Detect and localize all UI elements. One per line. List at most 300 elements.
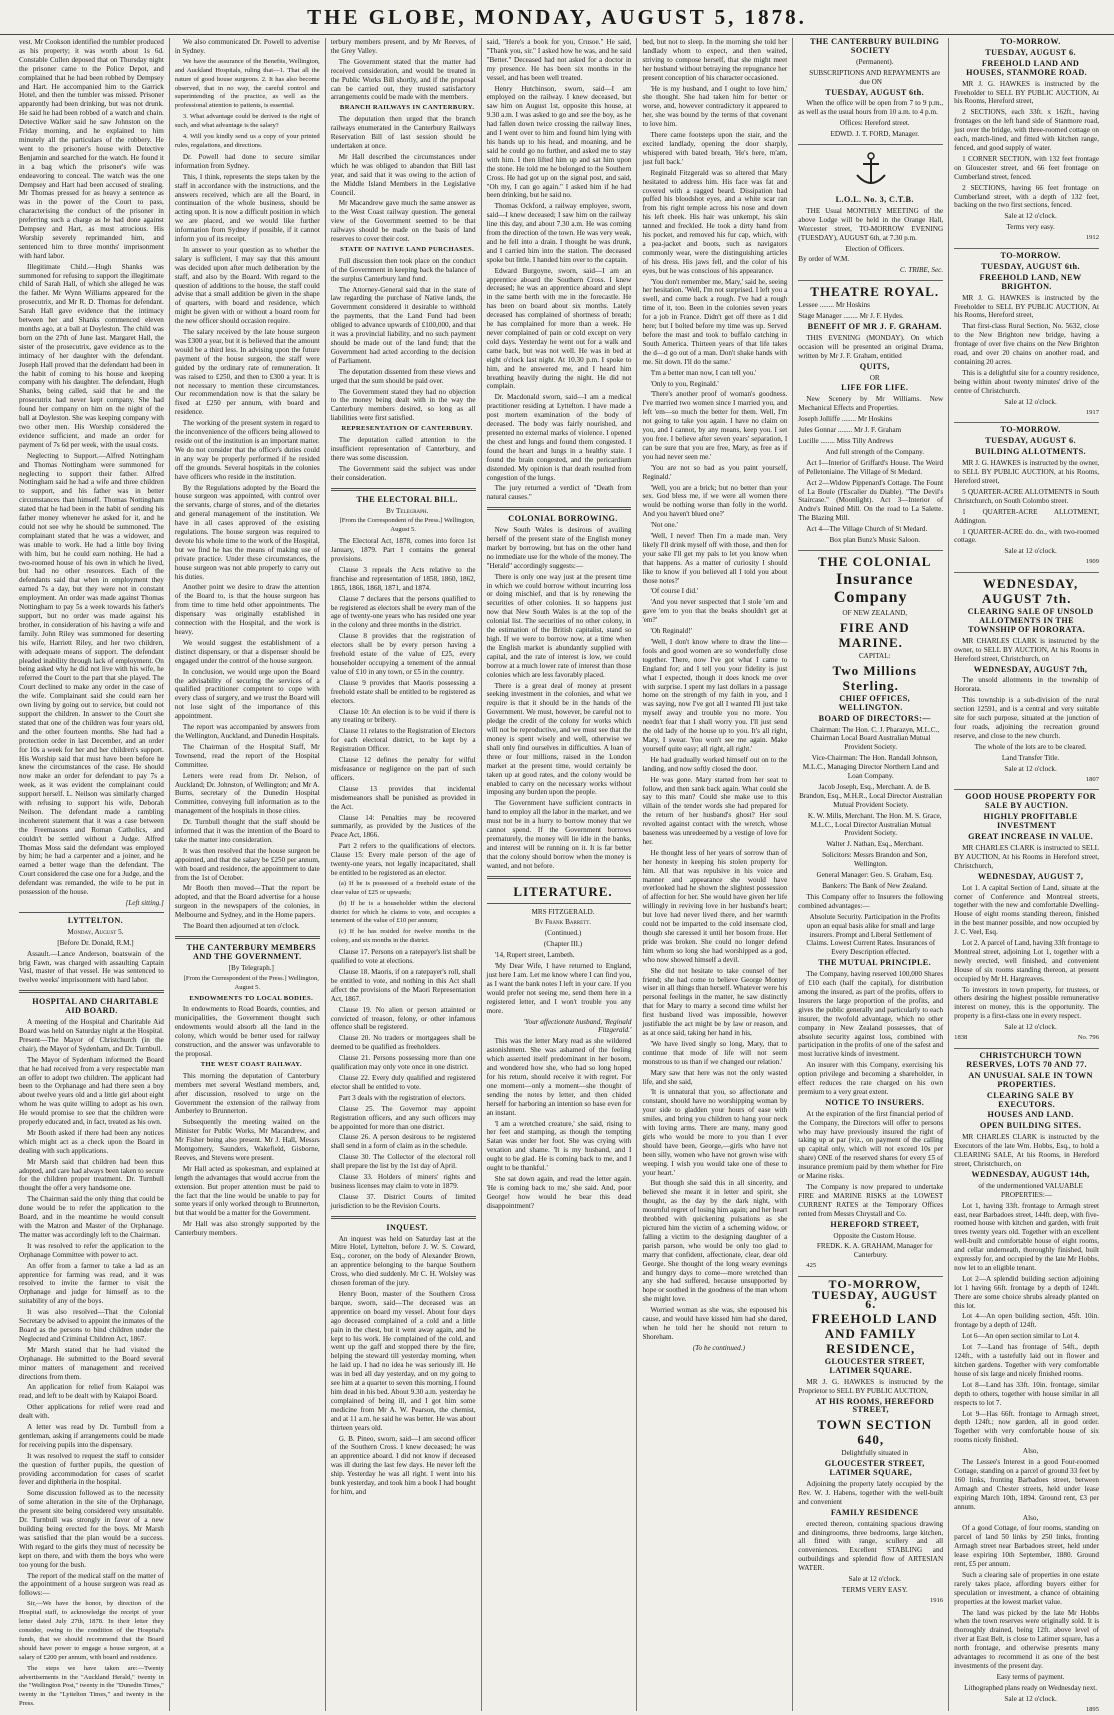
- article-paragraph: The deputation called attention to the insufficient representation of Canterbury, and there was some discussion.: [330, 436, 476, 462]
- story-author: By Frank Barrett.: [534, 918, 592, 927]
- ad-subtitle: OPEN BUILDING SITES.: [979, 1121, 1082, 1131]
- ad-subtitle: GREAT INCREASE IN VALUE.: [968, 832, 1094, 842]
- telegraph-note: By Telegraph.: [385, 506, 429, 515]
- story-paragraph: 'Well, I never! Then I'm a made man. Very likely I'll drink myself off with those, and then for your sake I'll get my pals to let you know when that happens. As a matter of curiosity I should like to know if you believed all I told you about those notes?': [642, 532, 788, 585]
- story-paragraph: 'Well, I don't know where to draw the line—fools and good women are so wonderfully close together. There, now I've got what I came to England for; and I tell you your fidelity is just what I expected, though it does knock me over with surprise. I spent my last dollars in a passage home on the strength of my faith in you, and I was saying, now I've got all I wanted I'll just take myself away and trouble you no more. You needn't fear that I shall worry you. I'll just send the old lady of the house up to you. It's all right, Mary, I swear. You won't see me again. Make yourself quite easy; all right, all right.': [642, 638, 788, 753]
- ad-address: HEREFORD STREET,: [830, 1219, 920, 1229]
- story-continued: (Continued.): [544, 929, 582, 938]
- article-paragraph: Clause 12 defines the penalty for wilful misfeasance or negligence on the part of such officers.: [330, 756, 476, 782]
- ad-number: 1895: [1085, 1705, 1100, 1713]
- ad-subtitle: BENEFIT OF MR J. F. GRAHAM.: [807, 322, 942, 332]
- article-paragraph: Clause 10: An election is to be void if there is any treating or bribery.: [330, 707, 476, 725]
- article-paragraph: Mr Hall was also strongly supported by the Canterbury members.: [174, 1220, 320, 1238]
- ad-body: The Company, having reserved 100,000 Shares of £10 each (half the capital), for distribution among the insured, as part of the profits, offers to Insurers the large proportion of the profits, and gives the public generally and particularly to each insurer, the twofold advantage, which no other company in New Zealand possesses, that of absolute security against loss, combined with participation in the profits of one of the safest and most lucrative kinds of investment.: [798, 970, 944, 1059]
- ad-body: Adjoining the property lately occupied by the Rev. W. J. Habens, together with the well-built and convenient: [798, 1480, 944, 1506]
- story-paragraph: 'Oh Reginald!': [650, 627, 692, 636]
- ad-line: Terms very easy.: [1006, 223, 1055, 232]
- ad-body: Lot 2. A parcel of Land, having 33ft frontage to Montreal street, adjoining Lot 1, together with a newly erected, well finished, and convenient House of six rooms standing thereon, at present occupied by Mr H. Hargreaves.: [954, 939, 1100, 983]
- ad-body: 1 QUARTER-ACRE ALLOTMENT, Addington.: [954, 507, 1100, 525]
- story-paragraph: He thought less of her years of sorrow than of her honesty in keeping his stolen property for him. All that was repulsive in his voice and manner and appearance she would have overlooked had he shown the slightest possession of affection for her. She would have given her life willingly in reviving love in her husband's heart; but love had never lived there, and her warmth could not be imparted to the cold insensate clod, though she caressed it until her bosom froze. Her pride was broken. She could no longer defend him whom so long she had worshipped as a god, who now showed himself a devil.: [642, 848, 788, 964]
- section-heading-hospital: HOSPITAL AND CHARITABLE AID BOARD.: [32, 997, 159, 1016]
- ad-row: Jules Gonnar ........ Mr J. F. Graham: [798, 426, 902, 435]
- article-paragraph: The deputation then urged that the branch railways enumerated in the Canterbury Railways Reservation Bill of last session should be undertaken at once.: [330, 115, 476, 150]
- article-paragraph: (a) If he is possessed of a freehold estate of the clear value of £25 or upwards;: [330, 879, 476, 896]
- article-paragraph: Clause 7 declares that the persons qualified to be registered as electors shall be every man of the age of twenty-one years who has resided one year in the colony and three months in the district.: [330, 594, 476, 630]
- story-signature: 'Your affectionate husband, 'Reginald Fitzgerald.': [523, 1017, 632, 1035]
- ad-play-subtitle: LIFE FOR LIFE.: [841, 383, 909, 393]
- article-paragraph: Dr. Turnbull thought that the staff should be informed that it was the intention of the Board to take the matter into consideration.: [174, 818, 320, 844]
- ad-line: Also,: [1022, 1513, 1039, 1522]
- article-paragraph: terbury members present, and by Mr Reeves, of the Grey Valley.: [330, 38, 476, 55]
- article-paragraph: This morning the deputation of Canterbury members met several Westland members, and, after discussion, resolved to urge on the Government the extension of the railway from Amberley to Brunnerton.: [174, 1071, 320, 1116]
- ad-title: TO-MORROW.: [1000, 425, 1061, 435]
- ad-body: 2 SECTIONS, each 33ft. x 162ft., having frontages on the left hand side of Stanmore road, just over the bridge, with three-roomed cottage on each, match-lined, and fitted with kitchen range, fenced, and good supply of water.: [954, 108, 1100, 152]
- story-paragraph: 'My Dear Wife, I have returned to England, just here I am. Let me know where I can find you, as I want the bank notes I left in your care. If you would prefer not seeing me, send them here in a registered letter, and I won't trouble you any more.: [486, 962, 632, 1015]
- article-paragraph: Henry Hutchinson, sworn, said—I am employed on the railway. I knew deceased, but saw him on August 1st, opposite this house, at 9.30 a.m. I was asked to go and see the boy, as he had fallen down twice crossing the railway lines, and I went over to him and found him lying with his hands up to his head, and moaning, and he said he could go no further, and asked me to stay with him. I then lifted him up and sat him upon the stone. He told me he belonged to the Southern Cross. He had got up on the signal post, and said, "Oh my, I can go again." I asked him if he had been drinking, but he said no.: [486, 84, 632, 200]
- ad-body: 2 SECTIONS, having 66 feet frontage on Cumberland street, with a depth of 132 feet, backing on the two first sections, fenced.: [954, 183, 1100, 210]
- divider: [19, 990, 164, 993]
- ad-body: THIS EVENING (MONDAY). On which occasion will be presented an original Drama, written by Mr J. F. Graham, entitled: [798, 333, 944, 360]
- article-paragraph: By the Regulations adopted by the Board the house surgeon was appointed, with control over the servants, charge of stores, and of the dietaries and general management of the institution. We have in all cases approved of the existing regulations. The house surgeon was required to devote his whole time to the work of the Hospital, but we find he has the means of making use of private practice. Under these circumstances, the house surgeon was not able properly to carry out his duties.: [174, 483, 320, 581]
- article-paragraph: Some discussion followed as to the necessity of some alteration in the site of the Orphanage, the present site being considered very unsuitable. Dr. Turnbull was strongly in favor of a new building being erected for the boys. Mr Marsh was satisfied that the plan would be a success. With regard to the girls they must of necessity be kept on there, and with them the boys who were too young for the bush.: [19, 1489, 164, 1569]
- ad-body: The unsold allotments in the township of Hororata.: [954, 676, 1100, 694]
- ad-colonial-insurance: [798, 554, 943, 1277]
- story-paragraph: 'It is unnatural that you, so affectionate and constant, should have no worshipping woman by your side to gladden your hours of ease with smiles, and bring you children to hang your neck with loving arms. There are many, many good girls who would be more to you than I ever should have been, George,—girls who have not been silly, women who have not grown wise with weeping. I wish you would take one of these to your heart.': [642, 1088, 788, 1177]
- article-paragraph: G. B. Pineo, sworn, said—I am second officer of the Southern Cross. I knew deceased; he was an apprentice aboard. I did not know if deceased was ill during the last few days. He never left the ship. Yesterday he was all right. I went into his bunk yesterday, and took him a book I had bought for him, and: [330, 1434, 476, 1496]
- ad-hororata: [954, 576, 1099, 790]
- divider: [331, 488, 476, 491]
- newspaper-title: THE GLOBE, MONDAY, AUGUST 5, 1878.: [307, 5, 807, 29]
- story-paragraph: Worried woman as she was, she espoused his cause, and would have kissed him had she dared, when he told her he should not return to Shoreham.: [642, 1306, 788, 1341]
- ad-body: 5 QUARTER-ACRE ALLOTMENTS in South Christchurch, on South Colombo street.: [954, 487, 1100, 505]
- article-paragraph: Part 2 refers to the qualifications of electors. Clause 15: Every male person of the age of twenty-one years, not legally incapacitated, shall be entitled to be registered as an elector.: [330, 842, 476, 877]
- masthead: [0, 0, 1114, 35]
- ad-body: This is a delightful site for a country residence, being within about twenty minutes' drive of the centre of Christchurch.: [954, 368, 1100, 395]
- ad-line: TERMS VERY EASY.: [841, 1586, 908, 1594]
- ad-gloucester-residence: [798, 1277, 944, 1606]
- ad-title: L.O.L. No. 3, C.T.B.: [835, 194, 914, 204]
- ad-row: Joseph Jolliffe ........ Mr Hoskins: [798, 415, 893, 424]
- article-paragraph: New South Wales is desirous of availing herself of the present state of the English money market by borrowing, but has on the other hand no immediate use for the whole of the money. The "Herald" accordingly suggests:—: [486, 526, 632, 570]
- section-heading-members: THE CANTERBURY MEMBERS AND THE GOVERNMENT.: [186, 943, 317, 961]
- story-paragraph: 'We have lived singly so long, Mary, that to continue that mode of life will not seem monstrous to us than if we changed our relation.': [642, 1039, 788, 1066]
- ad-subtitle: THE MUTUAL PRINCIPLE.: [818, 958, 932, 968]
- article-paragraph: Illegitimate Child.—Hugh Shanks was summoned for refusing to support the illegitimate child of Sarah Hall, of which she alleged he was the father. Mr Wynn Williams appeared for the prosecutrix, and Mr R. D. Thomas for defendant. Sarah Hall gave evidence that the intimacy between her and Shanks commenced eleven months ago, at a ball at Doyleston. The child was born on the 27th of June last. Margaret Hall, the sister of the prosecutrix, gave evidence as to the intimacy of her daughter with the defendant. Joseph Hall proved that the defendant had been in the habit of coming to his house and keeping company with his daughter. The defendant, Hugh Shanks, being called, said that he and the prosecutrix had never kept company. She had found her company on him on the night of the ball at Doyleston. She was keeping company with two other men. His Worship considered the evidence sufficient, and made an order for payment of 7s 6d per week, with the usual costs.: [19, 262, 164, 449]
- article-paragraph: Henry Boon, master of the Southern Cross barque, sworn, said—The deceased was an apprentice on board my vessel. About four days ago deceased complained of a cold and a little pain in the chest, but it went away again, and he kept to his work. He complained of the cold, and went up the gaff and stopped there by the fire, helping the steward till yesterday morning, when he laid up. I had no idea he was seriously ill. He was in bed all day yesterday, and on my going to see him at a quarter to seven this morning, I found him dead in his bed. About 9.30 a.m. yesterday he complained of being ill, and I got him some medicine from Mr A. W. Pearson, the chemist, and at 11 a.m. he said he was better. He was about thirteen years old.: [330, 1290, 476, 1432]
- ad-row-label: Lessee: [798, 301, 818, 310]
- story-paragraph: She did not hesitate to take counsel of her friend; she had come to believe George Montey wiser in all things than herself. Whatever were his personal feelings in the matter, he saw distinctly that for Mary to marry a second time whilst her first husband lived was impossible, however justifiable the act might be by law or reason, and as at once said, taking her hand in his,: [642, 966, 788, 1037]
- column-5: [637, 38, 793, 1711]
- ad-title: THE COLONIAL: [817, 553, 932, 569]
- ad-number: 1916: [929, 1596, 944, 1604]
- ad-body: New Scenery by Mr Williams. New Mechanical Effects and Properties.: [798, 395, 944, 413]
- article-paragraph: Neglecting to Support.—Alfred Nottingham and Thomas Nottingham were summoned for neglecting to support their father. Alfred Nottingham said he had a wife and three children to support, and his father was in better circumstances than himself. Thomas Nottingham stated that he had been in the habit of sending his father money whenever he asked for it, and he could not see why he should be summoned. The complainant stated that he was a widower, and was unable to work. He had a little boy living with him, but he could earn nothing. He had a two-roomed house of his own in which he lived, but had no other resources. Each of the defendants said that when in employment they earned 7s a day, but they were not in constant employment. An order was made against Thomas Nottingham to pay 5s a week towards his father's support, but no order was made against his brother, in consideration of his having a wife and family. John Riley was summoned for deserting his wife, Harriett Riley, and her two children, with adequate means of support. The defendant pleaded inability through lack of employment. On being asked why he did not live with his wife, he referred the Court to the part that she played. The Court declined to make any order in the case of the wife. Complainant said she could earn her own living by going out to service, but could not support the children. In answer to the Court she stated that one of the children was four years old, and the other fourteen months. She had had a protection order in last December, and an order for 10s a week for her and her children's support. His Worship said that must have been before he knew the circumstances of the case. He should now make an order for defendant to pay 7s a week, as it was evident the complainant could support herself. L. Neilson was similarly charged with refusing to support his wife, Deborah Neilson. The defendant made a rambling incoherent statement that it was a case between the Freemasons and Roman Catholics, and couldn't be settled without a Judge. Alfred Thomas Moss said the defendant was employed by him; he had a carpenter and a joiner, and he earned a better wage than the defendant. The Court considered the case one for a Judge, and the defendant was remanded, the wife to be put in possession of the house.: [19, 451, 164, 897]
- article-paragraph: The Board then adjourned at ten o'clock.: [182, 922, 300, 931]
- article-paragraph: An inquest was held on Saturday last at the Mitre Hotel, Lyttelton, before J. W. S. Coward, Esq., coroner, on the body of Alexander Brown, an apprentice belonging to the barque Southern Cross, who died suddenly. Mr C. H. Wolsley was chosen foreman of the jury.: [330, 1234, 476, 1288]
- article-paragraph: vest. Mr Cookson identified the tumbler produced as his property; it was worth about 1s 6d. Constable Cullen deposed that on Thursday night the prisoner came to the Police Depot, and complained that he had been robbed by Dempsey and Hart. He accompanied him to the Garrick Hotel, and then the tumbler was missed. Prisoner apparently had been drinking, but was not drunk. He said he had been robbed of a watch and chain. Detective Walker said he saw Johnston on the Friday morning, and he explained to him minutely all the particulars of the robbery. He went to the prisoner's house with Detective Benjamin and searched for the watch. He found it in a bag which the prisoner's wife was endeavoring to conceal. The watch was the one Dempsey and Hart had been accused of stealing. Mr Thomas pressed for as heavy a sentence as was in the power of the Court to pass, characterising the conduct of the prisoner in preferring such a charge as he had done against Dempsey and Hart, as most atrocious. His Worship severely reprimanded him, and sentenced him to three months' imprisonment with hard labor.: [19, 38, 164, 260]
- ad-title: THE CANTERBURY BUILDING SOCIETY: [810, 37, 940, 55]
- article-paragraph: The jury returned a verdict of "Death from natural causes.": [486, 484, 632, 502]
- article-paragraph: Part 3 deals with the registration of electors.: [338, 1093, 466, 1102]
- ad-body: Act I—Interior of Griffard's House. The Weird of Pelletoniaine. The Village of St Medard.: [798, 458, 944, 476]
- article-paragraph: Thomas Ockford, a railway employee, sworn, said—I knew deceased; I saw him on the railway line this day, and about 7.30 a.m. He was coming from the direction of the town. He was very weak, and he fell into a drain. I thought he was drunk, and I carried him into the station. The deceased spoke but little. I handed him over to the captain.: [486, 202, 632, 264]
- ad-body: Jacob Joseph, Esq., Merchant. A. de B. Brandon, Esq., M.H.R., Local Director Australian Mutual Provident Society.: [799, 782, 943, 809]
- article-paragraph: It was then resolved that the house surgeon be appointed, and that the salary be £250 per annum, with board and residence, the appointment to date from the 1st of October.: [174, 846, 320, 882]
- ad-title: WEDNESDAY, AUGUST 7th.: [981, 576, 1079, 607]
- ad-subtitle: HIGHLY PROFITABLE INVESTMENT: [983, 812, 1078, 831]
- story-title: MRS FITZGERALD.: [531, 907, 595, 916]
- ad-subtitle: OF NEW ZEALAND,: [842, 608, 908, 617]
- ad-row-value: Miss Tilly Andrews: [836, 437, 894, 445]
- ad-body: Vice-Chairman: The Hon. Randall Johnson, M.L.C., Managing Director Northern Land and Loan Company.: [802, 754, 939, 781]
- story-paragraph: bed, but not to sleep. In the morning she told her landlady whom to expect, and then waited, striving to compose herself, that she might meet her husband without betraying the repugnance her present conception of his character occasioned.: [642, 38, 788, 82]
- ad-play-title: QUITS,: [859, 361, 890, 371]
- ad-body: MR J. G. HAWKES is instructed by the Freeholder to SELL BY PUBLIC AUCTION, At his Rooms, Hereford street,: [954, 293, 1100, 320]
- column-6: [793, 38, 949, 1711]
- ad-body: The Company is now prepared to undertake FIRE and MARINE RISKS at the LOWEST CURRENT RATES at the Temporary Offices rented from Messrs Chrystall and Co.: [798, 1183, 944, 1218]
- divider: [175, 936, 320, 939]
- article-paragraph: Clause 21. Persons possessing more than one qualification may only vote once in one district.: [330, 1054, 476, 1072]
- ad-subtitle: FIRE AND MARINE.: [838, 619, 910, 650]
- article-paragraph: 4. Will you kindly send us a copy of your printed rules, regulations, and directions.: [174, 133, 320, 149]
- ad-number: No. 796: [1077, 1034, 1100, 1042]
- article-paragraph: The Electoral Act, 1878, comes into force 1st January, 1879. Part I contains the general provisions.: [330, 537, 476, 564]
- to-be-continued: (To be continued.): [692, 1343, 745, 1352]
- section-heading-inquest: INQUEST.: [386, 1222, 428, 1232]
- article-paragraph: The Government said the subject was under their consideration.: [330, 464, 476, 482]
- story-paragraph: This was the letter Mary read as she wildered astonishment. She was ashamed of the feeling which asserted itself predominant in her bosom, and wondered how she, who had so long hoped for his return, should receive it with regret. For one moment—only a moment—she thought of sending the notes by letter, and then chided herself for harboring an intention so base even for an instant.: [486, 1037, 632, 1117]
- ad-line: SUBSCRIPTIONS AND REPAYMENTS are due ON: [809, 68, 941, 86]
- article-paragraph: The Attorney-General said that in the state of law regarding the purchase of Native lands, the Government considered it desirable to withhold the payments, that the Land Fund had been obliged to advance upwards of £100,000, and that it was a provincial liability, and no such payment should be made out of the land fund; that the Government had acted according to the decision of Parliament.: [330, 285, 476, 365]
- article-paragraph: Mr Booth then moved—That the report be adopted, and that the Board advertise for a house surgeon in the newspapers of the colonies, in Melbourne and Sydney, and in the Home papers.: [174, 884, 320, 920]
- ad-body: When the office will be open from 7 to 9 p.m., as well as the usual hours from 10 a.m. to 4 p.m.: [798, 99, 944, 117]
- ad-subtitle: AN UNUSUAL SALE IN TOWN PROPERTIES.: [968, 1070, 1093, 1089]
- ad-line: Easy terms of payment.: [996, 1672, 1065, 1681]
- ad-subtitle: (Permanent).: [856, 57, 894, 66]
- ad-line: Land Transfer Title.: [1001, 753, 1060, 762]
- story-paragraph: 'You don't remember me, Mary,' said he, seeing her hesitation. 'Well, I'm not surprised. I left you a swell, and come back a rough. I've had a rough time of it, too. Been in the colonies seven years for a job in France. Didn't get off there as I did here; but I bolted before my time was up. Served before the mast and took to buffalo catching in South America. Thirteen years of that life takes the d—d go out of a man. Don't shake hands with me. Sit down. I'll do the same.': [642, 277, 788, 366]
- ad-line: OR: [869, 373, 880, 382]
- ad-body: MR CHARLES CLARK is instructed by the owner, to SELL BY AUCTION, At his Rooms in Hereford street, Christchurch, on: [954, 636, 1100, 663]
- ad-numbers: [954, 1034, 1099, 1043]
- ad-date: TUESDAY, AUGUST 6th.: [825, 87, 925, 97]
- sub-heading-west-coast: THE WEST COAST RAILWAY.: [200, 1060, 302, 1068]
- divider: [487, 903, 632, 904]
- column-7: [949, 38, 1104, 1711]
- ad-line: Also,: [1022, 1447, 1039, 1456]
- ad-body: Lot 2—A splendid building section adjoining lot 1 having 66ft. frontage by a depth of 124ft. There are some choice shrubs already planted on this lot.: [954, 1274, 1100, 1310]
- story-paragraph: 'Only to you, Reginald.': [650, 379, 719, 388]
- ad-line: Sale at 12 o'clock.: [1004, 547, 1057, 556]
- ad-line: CHIEF OFFICES, WELLINGTON.: [838, 693, 911, 712]
- ad-stanmore-road: [954, 38, 1099, 249]
- article-paragraph: Clause 26. A person desirous to be registered shall send in a form of claim as in the schedule.: [330, 1133, 476, 1151]
- ad-hobbs-estate: [954, 1052, 1099, 1715]
- bench-note: [Before Dr. Donald, R.M.]: [57, 938, 134, 947]
- article-paragraph: A letter was read by Dr. Turnbull from a gentleman, asking if arrangements could be made for receiving pupils into the dispensary.: [19, 1423, 164, 1449]
- article-paragraph: Mr Hall described the circumstances under which he was obliged to abandon that Bill last year, and said that it was owing to the action of the Middle Island Members in the Legislative Council.: [330, 152, 476, 197]
- story-paragraph: 'Of course I did.': [650, 587, 699, 596]
- story-paragraph: 'And you never suspected that I stole 'em and gave 'em to you that the beaks shouldn't get at 'em?': [642, 598, 788, 625]
- sub-heading-native-land: STATE OF NATIVE LAND PURCHASES.: [340, 245, 475, 253]
- ad-subtitle: CLEARING SALE OF UNSOLD ALLOTMENTS IN THE TOWNSHIP OF HORORATA.: [967, 607, 1094, 634]
- ad-line: Sale at 12 o'clock.: [1004, 212, 1057, 221]
- ad-row-value: Mr J. F. Hydes.: [859, 312, 904, 321]
- ad-subtitle: BUILDING ALLOTMENTS.: [975, 447, 1086, 457]
- ad-body: K. W. Mills, Merchant. The Hon. M. S. Grace, M.L.C., Local Director Australian Mutual Provident Society.: [807, 811, 942, 838]
- ad-row-value: Mr Hoskins: [835, 301, 870, 310]
- ad-subtitle: NOTICE TO INSURERS.: [825, 1097, 925, 1107]
- divider: [331, 1216, 476, 1219]
- ad-capital: Two Millions Sterling.: [832, 662, 917, 693]
- section-heading-lyttelton: LYTTELTON.: [67, 915, 124, 925]
- column-2: [170, 38, 326, 1711]
- ad-body: MR J. G. HAWKES is instructed by the owner, to SELL BY PUBLIC AUCTION, at his Rooms, Hereford street,: [954, 459, 1100, 485]
- article-paragraph: The deputation dissented from these views and urged that the sum should be paid over.: [330, 367, 476, 385]
- article-paragraph: Mr Marsh said that children had been thus adopted, and care had always been taken to secure for the children proper treatment. Dr. Turnbull thought the offer a very handsome one.: [19, 1157, 164, 1193]
- article-paragraph: Clause 19. No alien or person attainted or convicted of treason, felony, or other infamous offence shall be registered.: [330, 1005, 476, 1032]
- article-paragraph: The salary received by the late house surgeon was £300 a year, but it is believed that the amount would be a third less. In advising upon the future payment of the house surgeon, the staff were guided by the ordinary rate of remuneration. It was raised to £250, and then to £300 a year. It is not necessary to mention these circumstances. Our recommendation now is that the salary be fixed at £250 per annum, with board and residence.: [174, 328, 320, 417]
- article-paragraph: The Government stated that the matter had received consideration, and would be treated in the Public Works Bill shortly, and if the proposal can be carried out, they trusted satisfactory arrangements could be made with the members.: [330, 57, 476, 102]
- ad-line: CAPITAL:: [858, 651, 891, 660]
- ad-orange-lodge: [798, 149, 943, 281]
- story-paragraph: But though she said this in all sincerity, and believed she meant it in letter and spirit, she thought, as the day by the dark night, with mournful regret of losing him again; and her heart throbbed with quickening pulsations as she pictured him the victim of a scheming widow, or falling a victim to the designing daughter of a parish parson, who would be only too glad to marry that confident, affectionate, clear, dear old George. She thought of the long weary evenings and hungry days to come—more wretched than any she had suffered, because unsupported by hope or soothed in the goodness of the man whom she might love.: [642, 1179, 788, 1304]
- ad-line: Delightfully situated in: [841, 1449, 909, 1458]
- ad-subtitle: GLOUCESTER STREET, LATIMER SQUARE.: [824, 1356, 925, 1375]
- article-paragraph: Mr Marsh stated that he had visited the Orphanage. He submitted to the Board several minor matters of management and received directions from them.: [19, 1345, 164, 1381]
- ad-body: Act 2—Widow Pippenard's Cottage. The Fount of La Boule (l'Escalier du Diable). "The Devil's Staircase." (Moonlight). Act 3—Interior of Andre's Ruined Mill. On the road to La Salette. The Blazing Mill.: [798, 478, 944, 523]
- section-heading-electoral: THE ELECTORAL BILL.: [356, 494, 458, 504]
- ad-row: Stage Manager ........ Mr J. F. Hydes.: [798, 312, 904, 321]
- ad-row: Lessee ........ Mr Hoskins: [798, 301, 870, 310]
- ad-date: WEDNESDAY, AUGUST 14th,: [971, 1169, 1090, 1179]
- ad-body: Lot 1, having 33ft. frontage to Armagh street east, near Barbadoes street, 144ft. deep, with five-roomed house with kitchen and garden, with fruit trees twenty years old. Together with an excellent well-built and comfortable house of eight rooms, and cellar underneath, thoroughly finished, built expressly for, and occupied by the late Mr Hobbs, now let to an eligible tenant.: [954, 1201, 1100, 1272]
- ad-title: TO-MORROW.: [1000, 37, 1061, 46]
- ad-title: TO-MORROW,: [828, 1277, 921, 1292]
- sub-heading-branch-railways: BRANCH RAILWAYS IN CANTERBURY.: [339, 104, 475, 112]
- ad-number: 1909: [1085, 558, 1100, 566]
- dateline: Monday, August 5.: [67, 927, 124, 936]
- ad-title: CHRISTCHURCH TOWN RESERVES, LOTS 70 AND 77.: [966, 1051, 1087, 1069]
- article-paragraph: Clause 25. The Governor may appoint Registration officers, and any such officers may be appointed for more than one district.: [330, 1104, 476, 1131]
- ad-row-label: Stage Manager: [798, 312, 842, 321]
- ad-line: AT HIS ROOMS, HEREFORD STREET,: [815, 1396, 935, 1415]
- ad-body: To investors in town property, for trustees, or others desiring the highest possible remunerative interest on money, this is the opportunity. The property is a first-class one in every respect.: [954, 985, 1100, 1021]
- ad-body: 1 QUARTER-ACRE do. do., with two-roomed cottage.: [954, 527, 1100, 545]
- ad-line: Box plan Bunz's Music Saloon.: [829, 536, 920, 545]
- article-paragraph: Clause 18. Maoris, if on a ratepayer's roll, shall be entitled to vote, and nothing in this Act shall affect the provisions of the Maori Representation Act, 1867.: [330, 968, 476, 1003]
- ad-subtitle: FREEHOLD LAND AND HOUSES, STANMORE ROAD.: [966, 58, 1088, 77]
- ad-house-property: [954, 793, 1099, 1049]
- article-paragraph: Clause 33. Holders of miners' rights and business licenses may claim to vote in 1879.: [330, 1173, 476, 1190]
- article-paragraph: Clause 37. District Courts of limited jurisdiction to be the Revision Courts.: [330, 1192, 476, 1210]
- ad-title: TUESDAY, AUGUST 6th.: [981, 261, 1080, 271]
- ad-date: WEDNESDAY, AUGUST 7th,: [973, 664, 1088, 674]
- ad-body: Of a good Cottage, of four rooms, standing on parcel of land 50 links by 250 links, fronting Armagh street near Barbadoes street, held under lease expiring 10th September, 1880. Ground rent, £5 per annum.: [954, 1524, 1100, 1569]
- anchor-emblem-icon: [798, 149, 943, 192]
- article-paragraph: Clause 8 provides that the registration of electors shall be by every person having a freehold estate of the value of £25, every householder occupying a tenement of the annual value of £10 in any town, or £5 in the country.: [330, 632, 476, 676]
- story-paragraph: 'I am a wretched creature,' she said, rising to her feet and stamping, as though the tempting Satan was under her foot. She was crying with vexation and shame. 'It is my husband, and I ought to be glad. He is coming back to me, and I ought to be thankful.': [486, 1119, 632, 1173]
- story-paragraph: '14, Rupert street, Lambeth.: [494, 951, 575, 960]
- ad-body: Such a clearing sale of properties in one estate rarely takes place, affording buyers either for speculation or investment, a chance of obtaining properties at the lowest market value.: [954, 1570, 1100, 1606]
- article-paragraph: Clause 13 provides that incidental misdemeanors shall be punished as provided in the Act.: [330, 784, 476, 811]
- ad-title: TO-MORROW.: [1000, 251, 1061, 261]
- telegraph-note: [By Telegraph.]: [228, 963, 274, 972]
- sub-heading-endowments: ENDOWMENTS TO LOCAL BODIES.: [189, 994, 314, 1002]
- section-heading-literature: LITERATURE.: [513, 883, 613, 899]
- ad-body: Bankers: The Bank of New Zealand.: [822, 882, 928, 890]
- ad-line: Sale at 12 o'clock.: [1004, 1694, 1057, 1703]
- ad-body: Solicitors: Messrs Brandon and Son, Wellington.: [822, 851, 928, 869]
- ad-line: BOARD OF DIRECTORS:—: [818, 713, 931, 723]
- story-paragraph: 'Well, you are a brick; but no better than your sex. God bless me, if we were all women there would be nothing worse than folly in the world. And you haven't blued one?': [642, 483, 788, 519]
- ad-line: of the undermentioned VALUABLE PROPERTIES:—: [978, 1181, 1083, 1199]
- article-paragraph: We would suggest the establishment of a distinct dispensary, or that a dispenser should be engaged under the control of the house surgeon.: [174, 638, 320, 665]
- article-paragraph: Clause 9 provides that Maoris possessing a freehold estate shall be entitled to be registered as electors.: [330, 678, 476, 705]
- ad-body: Lot 1. A capital Section of Land, situate at the corner of Conference and Montreal streets, together with the new and comfortable Dwelling-House of eight rooms standing thereon, finished in the best manner possible, and now occupied by J. C. Veel, Esq.: [954, 883, 1100, 937]
- article-paragraph: The Chairman of the Hospital Staff, Mr Townsend, read the report of the Hospital Committee.: [174, 742, 320, 769]
- ad-line: GLOUCESTER STREET, LATIMER SQUARE,: [824, 1459, 925, 1478]
- ad-line: Sale at 12 o'clock.: [1004, 397, 1057, 406]
- article-paragraph: In endowments to Road Boards, counties, and municipalities, the Government thought such endowments would absorb all the land in the colony, which would be better used for railway construction, and the answer was unfavorable to the proposal.: [174, 1005, 320, 1058]
- correspondent-note: [From the Correspondent of the Press.] Wellington, August 5.: [339, 517, 475, 534]
- ad-body: The Lessee's Interest in a good Four-roomed Cottage, standing on a parcel of ground 33 feet by 160 links, fronting Barbadoes street, between Armagh and Chester streets, held under lease expiring March 10th, 1894. Ground rent, £3 per annum.: [954, 1458, 1100, 1511]
- article-paragraph: Dr. Powell had done to secure similar information from Sydney.: [174, 152, 320, 170]
- ad-number: 1917: [1085, 408, 1100, 416]
- left-sitting-note: [Left sitting.]: [125, 899, 164, 907]
- article-paragraph: Assault.—Lance Anderson, boatswain of the brig Fawn, was charged with assaulting Captain Vasl, master of that vessel. He was sentenced to twelve weeks' imprisonment with hard labor.: [19, 949, 164, 985]
- ad-subtitle: CLEARING SALE BY EXECUTORS.: [986, 1090, 1075, 1109]
- article-paragraph: Clause 14: Penalties may be recovered summarily, as provided by the Justices of the Peace Act, 1866.: [330, 813, 476, 840]
- article-paragraph: Other applications for relief were read and dealt with.: [19, 1403, 164, 1421]
- ad-line: Election of Officers.: [845, 244, 905, 253]
- divider: [19, 912, 164, 913]
- ad-body: Lot 8—Land has 33ft. 10in. frontage, similar depth to others, together with house similar in all respects to lot 7.: [954, 1380, 1100, 1407]
- ad-building-allotments: [954, 426, 1099, 573]
- ad-line: The whole of the lots are to be cleared.: [974, 742, 1087, 751]
- ad-body: General Manager: Geo. S. Graham, Esq.: [816, 871, 933, 880]
- article-paragraph: The Government have sufficient contracts in hand to employ all the labor in the market, and we must not be in a hurry to borrow money that we cannot spend. If the Government borrows prematurely, the money will lie idle in the banks, and interest will be running on it. It is far better that the colony should borrow when the money is wanted, and not before.: [486, 799, 632, 870]
- story-paragraph: 'Not one.': [650, 521, 678, 530]
- ad-body: Chairman: The Hon. C. J. Pharazyn, M.L.C., Chairman Local Board Australian Mutual Provident Society.: [810, 725, 940, 752]
- ad-number: 425: [806, 1262, 817, 1270]
- article-paragraph: The Government stated they had no objection to the money being dealt with in the way the Canterbury members desired, so long as all liabilities were first satisfied.: [330, 387, 476, 423]
- article-paragraph: Another point we desire to draw the attention of the Board to, is that the house surgeon has from time to time held other appointments. The dispensary was originally established in connection with the Hospital, and the work is heavy.: [174, 583, 320, 636]
- story-paragraph: Reginald Fitzgerald was so altered that Mary hesitated to address him. His face was fat and covered with a ragged beard. Dissipation had puffed his bloodshot eyes, and a white scar ran from his right temple across his nose and down his left cheek. His hair was unkempt, his skin tanned and freckled. He took a dirty hand from his pocket, and removed his fur cap, which, with a pea-jacket and boots, such as navigators commonly wear, were the distinguishing articles of his dress. His jaws fell, and the color of his eyes, but he was conscious of his appearance.: [642, 168, 788, 275]
- article-paragraph: Full discussion then took place on the conduct of the Government in keeping back the balance of the surplus Canterbury land fund.: [330, 256, 476, 283]
- article-paragraph: In conclusion, we would urge upon the Board the advisability of securing the services of a qualified practitioner competent to cope with every class of surgery, and we trust the Board will not lose sight of the importance of this appointment.: [174, 667, 320, 721]
- article-paragraph: The Mayor of Sydenham informed the Board that he had received from a very respectable man an offer to adopt two children. The applicant had been to the Orphanage and had there seen a boy about twelve years old and a little girl about eight whom he was quite willing to adopt as his own. He would promise to see that the children were properly educated and, in fact, treated as his own.: [19, 1055, 164, 1127]
- newspaper-columns: [14, 38, 1104, 1711]
- article-paragraph: It was resolved to refer the application to the Orphanage Committee with power to act.: [19, 1241, 164, 1259]
- article-paragraph: Clause 17. Persons on a ratepayer's list shall be qualified to vote at elections.: [330, 948, 476, 966]
- article-paragraph: It was resolved to request the staff to consider the question of further pupils, the question of providing accommodation for cases of scarlet fever and diphtheria in the hospital.: [19, 1451, 164, 1487]
- story-paragraph: 'I'm a better man now, I can tell you.': [650, 368, 757, 377]
- article-paragraph: Mr Macandrew gave much the same answer as to the West Coast railway question. The general view of the Government seemed to be that railways should be made on the basis of land reserves to cover their cost.: [330, 199, 476, 244]
- article-paragraph: It was also resolved—That the Colonial Secretary be advised to appoint the inmates of the Board as the persons to bind children under the Neglected and Criminal Children Act, 1867.: [19, 1308, 164, 1343]
- ad-body: Lot 9—Has 66ft. frontage to Armagh street, depth 124ft.; now garden, all in good order. Together with very comfortable house of six rooms nicely finished.: [954, 1409, 1100, 1445]
- ad-line: FAMILY RESIDENCE: [830, 1507, 919, 1517]
- ad-line: Lithographed plans ready on Wednesday next.: [964, 1683, 1098, 1692]
- ad-title: Insurance Company: [833, 570, 914, 606]
- ad-body: MR J. G. HAWKES is instructed by the Freeholder to SELL BY PUBLIC AUCTION, At his Rooms, Hereford street,: [954, 79, 1100, 106]
- article-paragraph: Clause 30. The Collector of the electoral roll shall prepare the list by the 1st day of April.: [330, 1153, 476, 1171]
- ad-number: 1838: [954, 1034, 968, 1042]
- article-paragraph: This, I think, represents the steps taken by the staff in accordance with the instructions, and the answers received, which are all the Board, in continuation of the whole business, should be acting upon. It is now a difficult position in which we are placed, and we would like further information from Sydney if possible, if it cannot inform you of its receipt.: [174, 172, 320, 244]
- story-paragraph: There came footsteps upon the stair, and the excited landlady, opening the door sharply, whispered with bated breath, 'He's here, m'am, just full back.': [642, 131, 788, 166]
- ad-lot: TOWN SECTION 640,: [817, 1417, 933, 1448]
- ad-body: This township is a sub-division of the rural section 12591, and is a central and very suitable site for such purpose, situated at the junction of four roads, adjoining the recreation ground reserve, and close to the new church.: [954, 696, 1100, 740]
- ad-line: Sale at 12 o'clock.: [1004, 1023, 1057, 1032]
- ad-row-label: Joseph Jolliffe: [798, 415, 840, 424]
- story-paragraph: 'There's another proof of woman's goodness. I've married two women since I married you, and left 'em—so much the better for them. Well, I'm not going to take you again. I have no claim on you, and I cannot, by any means, keep you. I set you free. I believe after seven years' separation, I can be sure that you are free, Mary, as free as if you had never seen me.': [642, 390, 788, 461]
- article-paragraph: A meeting of the Hospital and Charitable Aid Board was held on Saturday night at the Hospital. Present—The Mayor of Christchurch (in the chair), the Mayor of Sydenham, and Dr. Turnbull.: [19, 1018, 164, 1053]
- story-paragraph: 'You are not so bad as you paint yourself, Reginald.': [642, 463, 788, 481]
- ad-body: Absolute Security. Participation in the Profits upon an equal basis alike for small and large insurers. Prompt and Liberal Settlement of Claims. Lowest Current Rates. Insurances of Every Description effected.: [806, 912, 940, 957]
- article-paragraph: In answer to your question as to whether the salary is sufficient, I may say that this amount was decided upon after much deliberation by the staff, and also by the Board. With regard to the question of additions to the house, the staff could advise that a small addition be given in the shape of quarters, with board and residence, which might be given with or without a board room for the new officer should occasion require.: [174, 245, 320, 326]
- article-paragraph: Mr Hall acted as spokesman, and explained at length the advantages that would accrue from the extension. But proper attention must be paid to the fact that the line would be unable to pay for some years if only worked through to Brunnerton, but that would be a matter for the Government.: [174, 1164, 320, 1218]
- article-paragraph: Dr. Macdonald sworn, said—I am a medical practitioner residing at Lyttelton. I have made a post mortem examination of the body of deceased. The body was fairly nourished, and presented no external marks of violence. I opened the chest and lungs and found them congested. I found the heart and lungs in a healthy state. I found the brain congested, and the pericardium distended. My opinion is that death resulted from congestion of the lungs.: [486, 393, 632, 482]
- ad-title: TUESDAY, AUGUST 6.: [985, 436, 1076, 446]
- ad-line: Sale at 12 o'clock.: [848, 1575, 901, 1584]
- ad-body: 1 CORNER SECTION, with 132 feet frontage on Gloucester street, and 66 feet frontage on Cumberland street, fenced.: [954, 154, 1100, 181]
- ad-line: Sale at 12 o'clock.: [1004, 764, 1057, 773]
- article-paragraph: Edward Burgoyne, sworn, said—I am an apprentice aboard the Southern Cross. I knew deceased; he was an apprentice aboard and slept in the same berth with me in the forecastle. He has been on board about six months. Lately deceased has complained of shortness of breath; he has complained for more than a week. He never complained of pain or cold except on very cold days. Yesterday he went out for a walk and came back, but was not well. He was in bed at eight o'clock last night. At 10.30 p.m. I spoke to him, and he answered me, and I heard him breathing heavily during the night. He did not complain.: [486, 266, 632, 391]
- divider: [487, 876, 632, 879]
- article-paragraph: The steps we have taken are:—Twenty advertisements in the "Auckland Herald," twenty in the "Wellington Post," twenty in the "Dunedin Times," twenty in the "Lyttelton Times," and twenty in the Press.: [19, 1664, 164, 1708]
- ad-body: Walter J. Nathan, Esq., Merchant.: [826, 840, 924, 849]
- ad-title: THEATRE ROYAL.: [810, 284, 940, 300]
- ad-number: 1912: [1085, 234, 1100, 242]
- ad-row-label: Jules Gonnar: [798, 426, 837, 435]
- ad-address: Offices: Hereford street.: [839, 119, 910, 128]
- article-paragraph: said, "Here's a book for you, Crusoe." He said, "Thank you, sir." I asked how he was, and he said "Better." Deceased had not asked for a doctor in my presence. He has been six months in the vessel, and has been well treated.: [486, 38, 632, 82]
- ad-new-brighton: [954, 252, 1099, 423]
- ad-row-label: Lucille: [798, 437, 819, 445]
- ad-title: TUESDAY, AUGUST 6.: [985, 47, 1076, 57]
- article-paragraph: Subsequently the meeting waited on the Minister for Public Works, Mr Macandrew, and Mr Fisher being also present. Mr J. Hall, Messrs Montgomery, Saunders, Wakefield, Gisborne, Reeves, and Stevens were present.: [174, 1118, 320, 1162]
- article-paragraph: The report of the medical staff on the matter of the appointment of a house surgeon was read as follows:—: [19, 1571, 164, 1598]
- ad-body: An insurer with this Company, exercising his option privilege and becoming a shareholder, in effect reduces the rate charged on his own premium to a very great extent.: [798, 1061, 944, 1096]
- ad-subtitle: FREEHOLD LAND AND FAMILY RESIDENCE,: [811, 1310, 938, 1356]
- story-paragraph: She sat down again, and read the letter again. 'He is coming back to me,' she said. And, poor George! how would he bear this dead disappointment?: [486, 1174, 632, 1210]
- ad-body: Lot 6—An open section similar to Lot 4.: [962, 1332, 1080, 1341]
- ad-body: MR CHARLES CLARK is instructed to SELL BY AUCTION, At his Rooms in Hereford street, Christchurch,: [954, 843, 1100, 870]
- article-paragraph: Clause 22. Every duly qualified and registered elector shall be entitled to vote.: [330, 1073, 476, 1091]
- article-paragraph: (c) If he has resided for twelve months in the colony, and six months in the district.: [330, 928, 476, 945]
- ad-row-value: Mr J. F. Graham: [854, 426, 902, 435]
- article-paragraph: Clause 3 repeals the Acts relative to the franchise and representation of 1858, 1860, 1862, 1865, 1866, 1868, 1871, and 1874.: [330, 565, 476, 592]
- ad-signature: EDWD. J. T. FORD, Manager.: [830, 130, 920, 139]
- ad-body: Lot 4—An open building section, 45ft. 10in. frontage by a depth of 124ft.: [954, 1312, 1100, 1330]
- article-paragraph: There is only one way just at the present time in which we could borrow without incurring loss or doing mischief, and that is by renewing the securities of other colonies. It so happens just now that New South Wales is at the top of the colonial list. The securities of no other colony, in the estimation of the British capitalist, stand so high. If we were to borrow now, at a time when the English market is abundantly supplied with capital, and the rate of interest is low, we could borrow at a much lower rate of interest than those colonies which are less favorably placed.: [486, 572, 632, 679]
- story-chapter: (Chapter III.): [543, 940, 583, 949]
- ad-body: This Company offer to Insurers the following combined advantages:—: [798, 892, 944, 910]
- ad-date: WEDNESDAY, AUGUST 7,: [977, 871, 1084, 881]
- column-1: [14, 38, 170, 1711]
- article-paragraph: Mr Booth asked if there had been any notices which might act as a check upon the Board in dealing with such applications.: [19, 1128, 164, 1155]
- story-paragraph: Mary saw that here was not the only wasted life, and she said,: [642, 1068, 788, 1086]
- article-paragraph: Letters were read from Dr. Nelson, of Auckland; Dr. Johnston, of Wellington; and Mr A. Burns, secretary of the Dunedin Hospital Committee, conveying full information as to the management of the hospitals in those cities.: [174, 771, 320, 816]
- ad-line: And full strength of the Company.: [825, 447, 924, 456]
- article-paragraph: The report was accompanied by answers from the Wellington, Auckland, and Dunedin Hospitals.: [174, 723, 320, 740]
- article-paragraph: Clause 20. No traders or mortgagees shall be deemed to be qualified as freeholders.: [330, 1034, 476, 1052]
- ad-signature: C. TRIBE, Sec.: [899, 266, 944, 275]
- article-paragraph: We also communicated Dr. Powell to advertise in Sydney.: [174, 38, 320, 55]
- ad-line: By order of W.M.: [798, 255, 850, 264]
- ad-building-society: [798, 38, 943, 145]
- article-paragraph: An offer from a farmer to take a lad as an apprentice for farming was read, and it was resolved to invite the farmer to visit the Orphanage and judge for himself as to the suitability of any of the boys.: [19, 1261, 164, 1306]
